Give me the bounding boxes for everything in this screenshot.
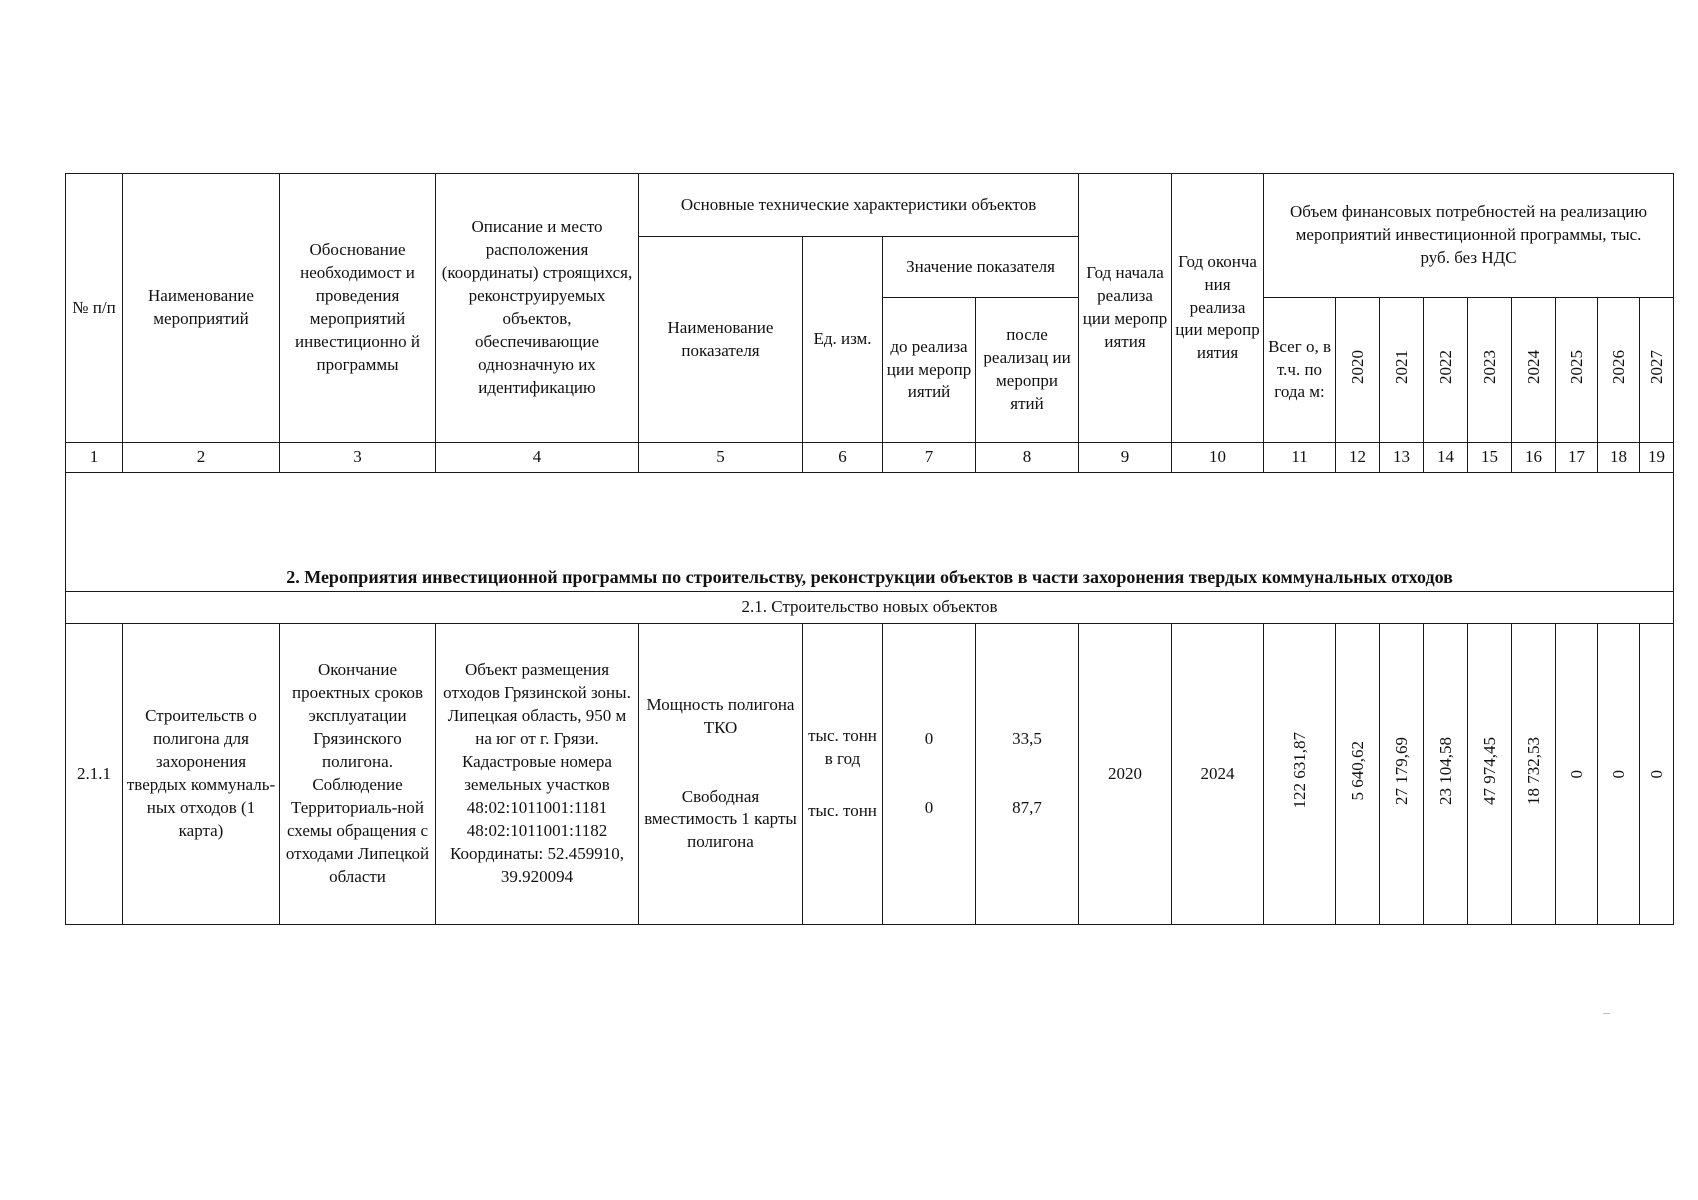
indicator-before-2: 0 [924, 798, 934, 817]
header-year-2023-label: 2023 [1480, 349, 1500, 384]
column-number: 4 [436, 443, 639, 473]
row-num: 2.1.1 [66, 624, 123, 925]
header-tech-group: Основные технические характеристики объектов [639, 174, 1079, 237]
row-total-value: 122 631,87 [1290, 732, 1310, 809]
row-amount-2023-value: 47 974,45 [1480, 736, 1500, 805]
header-num: № п/п [66, 174, 123, 443]
row-name: Строительств о полигона для захоронения твердых коммуналь-ных отходов (1 карта) [123, 624, 280, 925]
column-number: 2 [123, 443, 280, 473]
header-finance-group: Объем финансовых потребностей на реализацию мероприятий инвестиционной программы, тыс. руб. без НДС [1264, 174, 1674, 298]
header-year-2022-label: 2022 [1436, 349, 1456, 384]
row-description: Объект размещения отходов Грязинской зоны. Липецкая область, 950 м на юг от г. Грязи. Кадастровые номера земельных участков 48:02:1011001:1181 48:02:1011001:1182 Координаты: 52.459910, 39.920094 [436, 624, 639, 925]
row-amount-2024 [1512, 624, 1556, 925]
row-after-values [976, 624, 1079, 925]
row-amount-2023 [1468, 624, 1512, 925]
header-year-2025-label: 2025 [1567, 349, 1587, 384]
header-indicator-name: Наименование показателя [639, 237, 803, 443]
column-number: 8 [976, 443, 1079, 473]
column-number: 11 [1264, 443, 1336, 473]
row-amount-2021-value: 27 179,69 [1392, 736, 1412, 805]
header-year-2027 [1640, 298, 1674, 443]
header-year-end: Год оконча ния реализа ции меропр иятия [1172, 174, 1264, 443]
row-year-start: 2020 [1079, 624, 1172, 925]
indicator-name-2: Свободная вместимость 1 карты полигона [644, 786, 797, 852]
header-year-2024 [1512, 298, 1556, 443]
row-amount-2024-value: 18 732,53 [1524, 736, 1544, 805]
column-number: 1 [66, 443, 123, 473]
header-year-start: Год начала реализа ции меропр иятия [1079, 174, 1172, 443]
document-sheet [65, 173, 1673, 925]
header-year-2026 [1598, 298, 1640, 443]
section-title-row [66, 473, 1674, 592]
header-year-2023 [1468, 298, 1512, 443]
subsection-title-row [66, 592, 1674, 624]
indicator-unit-2: тыс. тонн [808, 801, 877, 821]
row-justification: Окончание проектных сроков эксплуатации Грязинского полигона. Соблюдение Территориаль-ной схемы обращения с отходами Липецкой области [280, 624, 436, 925]
header-year-2021-label: 2021 [1392, 349, 1412, 384]
header-justification: Обоснование необходимост и проведения мероприятий инвестиционно й программы [280, 174, 436, 443]
row-amount-2026-value: 0 [1609, 770, 1629, 779]
header-year-2025 [1556, 298, 1598, 443]
row-before-values [883, 624, 976, 925]
column-number: 7 [883, 443, 976, 473]
row-amount-2027-value: 0 [1647, 770, 1667, 779]
indicator-unit-1: тыс. тонн в год [808, 725, 877, 768]
header-year-2026-label: 2026 [1609, 349, 1629, 384]
row-amount-2025-value: 0 [1567, 770, 1587, 779]
column-number: 19 [1640, 443, 1674, 473]
column-number: 9 [1079, 443, 1172, 473]
column-number: 12 [1336, 443, 1380, 473]
row-amount-2020-value: 5 640,62 [1348, 740, 1368, 801]
column-number: 14 [1424, 443, 1468, 473]
header-before: до реализа ции меропр иятий [883, 298, 976, 443]
header-year-2027-label: 2027 [1647, 349, 1667, 384]
column-number: 17 [1556, 443, 1598, 473]
header-unit: Ед. изм. [803, 237, 883, 443]
row-amount-2025 [1556, 624, 1598, 925]
row-year-end: 2024 [1172, 624, 1264, 925]
column-number: 10 [1172, 443, 1264, 473]
column-number: 16 [1512, 443, 1556, 473]
scan-speck [1603, 1013, 1610, 1014]
header-year-2024-label: 2024 [1524, 349, 1544, 384]
section-title: 2. Мероприятия инвестиционной программы по строительству, реконструкции объектов в части захоронения твердых коммунальных отходов [66, 473, 1674, 592]
row-amount-2020 [1336, 624, 1380, 925]
subsection-title: 2.1. Строительство новых объектов [66, 592, 1674, 624]
column-number: 13 [1380, 443, 1424, 473]
header-year-2020-label: 2020 [1348, 349, 1368, 384]
indicator-before-1: 0 [924, 729, 934, 749]
table-row [66, 624, 1674, 925]
indicator-after-2: 87,7 [1012, 798, 1042, 817]
indicator-name-1: Мощность полигона ТКО [646, 694, 795, 737]
row-amount-2027 [1640, 624, 1674, 925]
investment-program-table [65, 173, 1674, 925]
header-description: Описание и место расположения (координаты) строящихся, реконструируемых объектов, обеспечивающие однозначную их идентификацию [436, 174, 639, 443]
column-number: 3 [280, 443, 436, 473]
row-amount-2022 [1424, 624, 1468, 925]
header-name: Наименование мероприятий [123, 174, 280, 443]
indicator-after-1: 33,5 [1012, 729, 1042, 749]
row-amount-2021 [1380, 624, 1424, 925]
header-year-2022 [1424, 298, 1468, 443]
row-amount-2026 [1598, 624, 1640, 925]
row-indicator-names [639, 624, 803, 925]
column-number: 15 [1468, 443, 1512, 473]
header-row-1 [66, 174, 1674, 237]
header-year-2020 [1336, 298, 1380, 443]
column-number: 18 [1598, 443, 1640, 473]
column-number-row [66, 443, 1674, 473]
column-number: 6 [803, 443, 883, 473]
row-amount-2022-value: 23 104,58 [1436, 736, 1456, 805]
row-total [1264, 624, 1336, 925]
header-value-group: Значение показателя [883, 237, 1079, 298]
header-year-2021 [1380, 298, 1424, 443]
header-after: после реализац ии меропри ятий [976, 298, 1079, 443]
column-number: 5 [639, 443, 803, 473]
header-total: Всег о, в т.ч. по года м: [1264, 298, 1336, 443]
row-units [803, 624, 883, 925]
